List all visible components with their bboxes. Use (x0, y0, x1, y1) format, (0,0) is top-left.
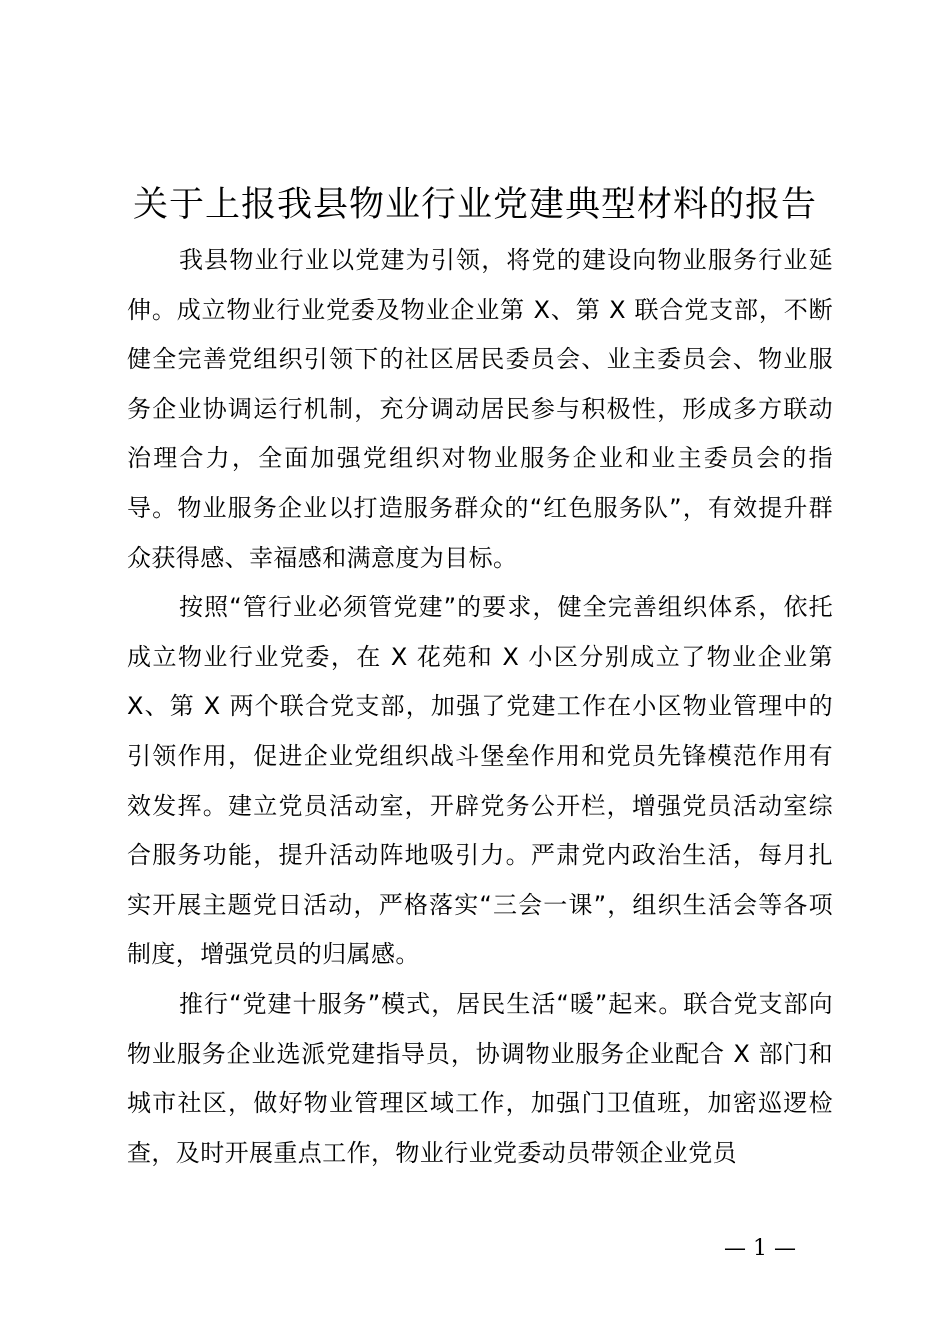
paragraph-3: 推行“党建十服务”模式，居民生活“暖”起来。联合党支部向物业服务企业选派党建指导员，协调物业服务企业配合 X 部门和城市社区，做好物业管理区域工作，加强门卫值班，加密巡逻检查，及时开展重点工作，物业行业党委动员带领企业党员 (127, 989, 833, 1167)
paragraph-1: 我县物业行业以党建为引领，将党的建设向物业服务行业延伸。成立物业行业党委及物业企业第 X、第 X 联合党支部，不断健全完善党组织引领下的社区居民委员会、业主委员会、物业服务企业协调运行机制，充分调动居民参与积极性，形成多方联动治理合力，全面加强党组织对物业服务企业和业主委员会的指导。物业服务企业以打造服务群众的“红色服务队”，有效提升群众获得感、幸福感和满意度为目标。 (127, 246, 833, 572)
document-title: 关于上报我县物业行业党建典型材料的报告 (132, 185, 817, 225)
paragraph-2: 按照“管行业必须管党建”的要求，健全完善组织体系，依托成立物业行业党委，在 X 花苑和 X 小区分别成立了物业企业第 X、第 X 两个联合党支部，加强了党建工作在小区物业管理中的引领作用，促进企业党组织战斗堡垒作用和党员先锋模范作用有效发挥。建立党员活动室，开辟党务公开栏，增强党员活动室综合服务功能，提升活动阵地吸引力。严肃党内政治生活，每月扎实开展主题党日活动，严格落实“三会一课”，组织生活会等各项制度，增强党员的归属感。 (127, 593, 833, 969)
document-body (127, 236, 833, 1178)
page-number: — 1 — (724, 1236, 796, 1261)
